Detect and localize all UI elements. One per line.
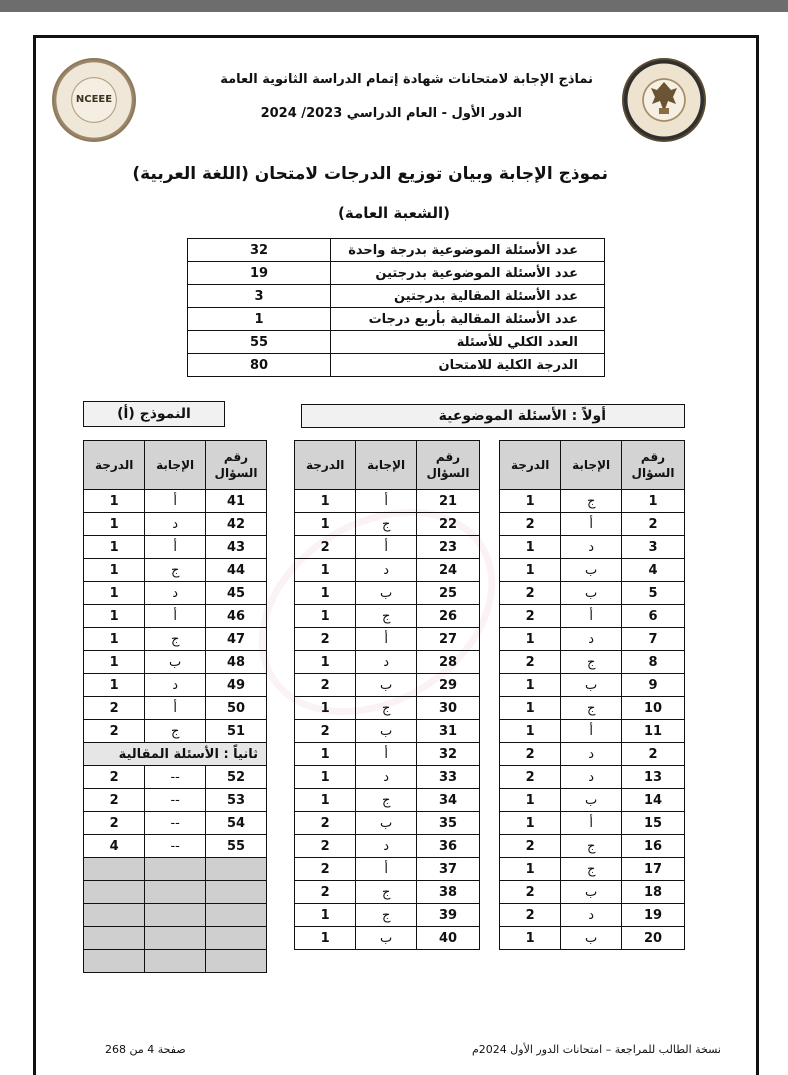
question-number-cell: 25 [417, 582, 480, 605]
answer-cell: أ [145, 536, 206, 559]
grade-cell: 1 [295, 743, 356, 766]
answer-header: الإجابة [356, 441, 417, 490]
question-number-cell: 38 [417, 881, 480, 904]
page-number: صفحة 4 من 268 [105, 1043, 186, 1056]
answer-header: الإجابة [145, 441, 206, 490]
answer-cell: ب [561, 674, 622, 697]
answer-cell: د [561, 628, 622, 651]
question-number-cell: 33 [417, 766, 480, 789]
question-number-cell: 37 [417, 858, 480, 881]
answer-cell: ج [356, 881, 417, 904]
question-number-cell: 46 [206, 605, 267, 628]
summary-value: 19 [188, 262, 331, 285]
empty-row [84, 904, 267, 927]
grade-cell: 1 [295, 789, 356, 812]
table-row [84, 559, 267, 582]
summary-row [188, 308, 605, 331]
table-row [295, 628, 480, 651]
grade-cell: 1 [500, 927, 561, 950]
summary-row [188, 262, 605, 285]
table-row [295, 766, 480, 789]
table-row [500, 881, 685, 904]
table-row [84, 490, 267, 513]
grade-cell: 1 [295, 766, 356, 789]
question-number-cell: 17 [622, 858, 685, 881]
answer-cell: ب [145, 651, 206, 674]
grade-cell: 2 [295, 858, 356, 881]
answer-cell: د [561, 536, 622, 559]
grade-cell: 1 [295, 582, 356, 605]
table-row [295, 881, 480, 904]
answer-cell: ج [561, 697, 622, 720]
question-number-cell: 29 [417, 674, 480, 697]
summary-value: 55 [188, 331, 331, 354]
question-number-cell: 30 [417, 697, 480, 720]
answer-cell: ج [356, 789, 417, 812]
question-number-cell: 9 [622, 674, 685, 697]
header-line-1: نماذج الإجابة لامتحانات شهادة إتمام الدراسة الثانوية العامة [220, 72, 593, 87]
answer-cell: أ [561, 513, 622, 536]
summary-label: عدد الأسئلة المقالية بأربع درجات [331, 308, 605, 331]
grade-cell: 1 [295, 605, 356, 628]
grade-cell: 2 [500, 904, 561, 927]
grade-cell: 1 [84, 559, 145, 582]
answer-cell: أ [145, 697, 206, 720]
question-number-cell: 3 [622, 536, 685, 559]
summary-row [188, 239, 605, 262]
table-row [84, 812, 267, 835]
grade-cell: 1 [500, 720, 561, 743]
table-row [84, 835, 267, 858]
question-number-cell: 2 [622, 513, 685, 536]
grade-cell: 1 [500, 697, 561, 720]
answers-table-3 [83, 440, 267, 973]
question-number-cell: 5 [622, 582, 685, 605]
table-row [295, 835, 480, 858]
question-number-cell: 1 [622, 490, 685, 513]
question-number-cell: 55 [206, 835, 267, 858]
answer-cell: -- [145, 835, 206, 858]
grade-cell: 1 [84, 605, 145, 628]
answer-cell: أ [145, 490, 206, 513]
answer-cell: -- [145, 789, 206, 812]
grade-cell: 2 [295, 536, 356, 559]
answers-table-2 [294, 440, 480, 950]
table-row [500, 697, 685, 720]
footer-note: نسخة الطالب للمراجعة – امتحانات الدور الأول 2024م [471, 1043, 721, 1056]
summary-row [188, 331, 605, 354]
grade-header: الدرجة [500, 441, 561, 490]
question-number-cell: 27 [417, 628, 480, 651]
section-objective-label: أولاً : الأسئلة الموضوعية [301, 404, 685, 428]
grade-cell: 2 [84, 812, 145, 835]
empty-row [84, 927, 267, 950]
table-row [500, 559, 685, 582]
table-row [295, 720, 480, 743]
empty-cell [145, 881, 206, 904]
grade-cell: 1 [84, 651, 145, 674]
table-row [295, 789, 480, 812]
section-essay-label: ثانياً : الأسئلة المقالية [84, 743, 267, 766]
answer-cell: ب [561, 559, 622, 582]
table-row [84, 582, 267, 605]
grade-cell: 1 [500, 812, 561, 835]
top-bar [0, 0, 788, 12]
table-row [500, 812, 685, 835]
answer-cell: ج [561, 858, 622, 881]
empty-cell [206, 858, 267, 881]
grade-cell: 1 [295, 927, 356, 950]
summary-label: عدد الأسئلة الموضوعية بدرجة واحدة [331, 239, 605, 262]
summary-value: 32 [188, 239, 331, 262]
answer-cell: ب [561, 927, 622, 950]
question-number-cell: 48 [206, 651, 267, 674]
answer-cell: ب [561, 582, 622, 605]
grade-cell: 2 [295, 720, 356, 743]
table-row [295, 743, 480, 766]
grade-cell: 1 [84, 513, 145, 536]
table-row [500, 720, 685, 743]
grade-cell: 1 [84, 536, 145, 559]
grade-cell: 2 [84, 720, 145, 743]
question-number-cell: 45 [206, 582, 267, 605]
empty-cell [84, 858, 145, 881]
grade-cell: 4 [84, 835, 145, 858]
question-number-cell: 16 [622, 835, 685, 858]
answer-cell: ج [561, 490, 622, 513]
table-row [500, 789, 685, 812]
table-row [295, 582, 480, 605]
empty-cell [84, 904, 145, 927]
table-row [500, 490, 685, 513]
table-row [84, 720, 267, 743]
answer-cell: ب [561, 881, 622, 904]
grade-cell: 1 [84, 582, 145, 605]
table-row [500, 835, 685, 858]
table-row [295, 927, 480, 950]
answer-cell: ب [356, 720, 417, 743]
question-number-cell: 31 [417, 720, 480, 743]
answer-cell: أ [356, 536, 417, 559]
answer-cell: ج [145, 559, 206, 582]
table-row [295, 858, 480, 881]
answer-cell: د [356, 835, 417, 858]
summary-value: 3 [188, 285, 331, 308]
question-number-cell: 8 [622, 651, 685, 674]
table-row [84, 766, 267, 789]
answer-cell: ب [356, 812, 417, 835]
question-number-cell: 53 [206, 789, 267, 812]
question-number-cell: 39 [417, 904, 480, 927]
grade-cell: 1 [295, 490, 356, 513]
empty-cell [206, 950, 267, 973]
header-line-2: الدور الأول - العام الدراسي 2023/ 2024 [260, 106, 522, 121]
table-row [295, 904, 480, 927]
question-number-cell: 54 [206, 812, 267, 835]
empty-row [84, 881, 267, 904]
answer-cell: د [356, 559, 417, 582]
table-row [84, 536, 267, 559]
grade-header: الدرجة [295, 441, 356, 490]
question-number-cell: 41 [206, 490, 267, 513]
answer-cell: أ [145, 605, 206, 628]
grade-cell: 2 [295, 812, 356, 835]
grade-cell: 2 [295, 628, 356, 651]
answer-cell: ب [561, 789, 622, 812]
table-row [500, 743, 685, 766]
question-number-header: رقم السؤال [417, 441, 480, 490]
answer-cell: أ [356, 858, 417, 881]
page-title: نموذج الإجابة وبيان توزيع الدرجات لامتحان (اللغة العربية) [132, 164, 608, 184]
grade-cell: 1 [84, 674, 145, 697]
table-row [84, 628, 267, 651]
question-number-cell: 51 [206, 720, 267, 743]
answer-cell: -- [145, 766, 206, 789]
grade-cell: 1 [500, 674, 561, 697]
table-row [500, 927, 685, 950]
answer-cell: -- [145, 812, 206, 835]
grade-cell: 1 [500, 559, 561, 582]
grade-cell: 1 [500, 490, 561, 513]
question-number-cell: 7 [622, 628, 685, 651]
table-row [84, 605, 267, 628]
table-row [500, 605, 685, 628]
essay-section-row [84, 743, 267, 766]
question-number-cell: 49 [206, 674, 267, 697]
question-number-cell: 21 [417, 490, 480, 513]
answer-cell: ب [356, 927, 417, 950]
grade-cell: 1 [295, 904, 356, 927]
question-number-cell: 40 [417, 927, 480, 950]
question-number-cell: 18 [622, 881, 685, 904]
table-row [500, 674, 685, 697]
grade-cell: 1 [295, 513, 356, 536]
summary-table [187, 238, 605, 377]
answer-cell: ج [356, 513, 417, 536]
empty-cell [206, 927, 267, 950]
question-number-cell: 42 [206, 513, 267, 536]
grade-cell: 1 [84, 490, 145, 513]
grade-cell: 2 [84, 789, 145, 812]
empty-cell [145, 904, 206, 927]
table-row [500, 513, 685, 536]
question-number-header: رقم السؤال [206, 441, 267, 490]
answers-table-1 [499, 440, 685, 950]
empty-cell [206, 881, 267, 904]
table-row [500, 582, 685, 605]
answer-cell: د [561, 904, 622, 927]
grade-cell: 2 [500, 766, 561, 789]
empty-cell [84, 950, 145, 973]
answer-cell: ج [145, 628, 206, 651]
question-number-cell: 14 [622, 789, 685, 812]
nceee-logo [52, 58, 136, 142]
summary-label: عدد الأسئلة الموضوعية بدرجتين [331, 262, 605, 285]
summary-value: 80 [188, 354, 331, 377]
grade-header: الدرجة [84, 441, 145, 490]
answer-cell: ج [561, 651, 622, 674]
answer-cell: ج [356, 605, 417, 628]
grade-cell: 1 [295, 651, 356, 674]
summary-row [188, 354, 605, 377]
answer-cell: د [561, 743, 622, 766]
table-row [295, 812, 480, 835]
summary-value: 1 [188, 308, 331, 331]
summary-label: العدد الكلي للأسئلة [331, 331, 605, 354]
table-row [295, 697, 480, 720]
answer-cell: ج [561, 835, 622, 858]
eagle-emblem-icon [624, 60, 704, 140]
answer-cell: ب [356, 582, 417, 605]
table-row [84, 674, 267, 697]
question-number-cell: 4 [622, 559, 685, 582]
question-number-cell: 22 [417, 513, 480, 536]
question-number-cell: 47 [206, 628, 267, 651]
table-row [84, 651, 267, 674]
empty-cell [84, 881, 145, 904]
table-row [500, 766, 685, 789]
question-number-cell: 10 [622, 697, 685, 720]
grade-cell: 2 [500, 743, 561, 766]
answer-cell: ج [356, 697, 417, 720]
answer-cell: أ [561, 720, 622, 743]
page-subtitle: (الشعبة العامة) [338, 204, 450, 222]
question-number-cell: 26 [417, 605, 480, 628]
empty-cell [145, 927, 206, 950]
question-number-cell: 6 [622, 605, 685, 628]
grade-cell: 2 [500, 582, 561, 605]
empty-row [84, 858, 267, 881]
question-number-cell: 13 [622, 766, 685, 789]
empty-cell [84, 927, 145, 950]
table-row [295, 605, 480, 628]
answer-cell: ج [145, 720, 206, 743]
empty-row [84, 950, 267, 973]
grade-cell: 1 [500, 628, 561, 651]
question-number-cell: 28 [417, 651, 480, 674]
table-row [295, 536, 480, 559]
grade-cell: 2 [295, 881, 356, 904]
grade-cell: 2 [295, 835, 356, 858]
table-row [84, 789, 267, 812]
question-number-cell: 11 [622, 720, 685, 743]
grade-cell: 2 [500, 881, 561, 904]
question-number-cell: 24 [417, 559, 480, 582]
empty-cell [145, 950, 206, 973]
summary-row [188, 285, 605, 308]
question-number-cell: 44 [206, 559, 267, 582]
answer-cell: أ [561, 605, 622, 628]
table-row [500, 904, 685, 927]
question-number-cell: 34 [417, 789, 480, 812]
question-number-cell: 2 [622, 743, 685, 766]
summary-label: الدرجة الكلية للامتحان [331, 354, 605, 377]
grade-cell: 2 [500, 651, 561, 674]
empty-cell [206, 904, 267, 927]
answer-header: الإجابة [561, 441, 622, 490]
summary-label: عدد الأسئلة المقالية بدرجتين [331, 285, 605, 308]
table-row [500, 858, 685, 881]
model-label: النموذج (أ) [83, 401, 225, 427]
answer-cell: أ [356, 628, 417, 651]
table-row [500, 628, 685, 651]
ministry-logo [622, 58, 706, 142]
question-number-cell: 19 [622, 904, 685, 927]
answer-cell: أ [356, 490, 417, 513]
answer-cell: ب [356, 674, 417, 697]
answer-cell: أ [561, 812, 622, 835]
grade-cell: 2 [84, 697, 145, 720]
table-row [295, 490, 480, 513]
question-number-cell: 52 [206, 766, 267, 789]
question-number-header: رقم السؤال [622, 441, 685, 490]
answer-cell: د [561, 766, 622, 789]
question-number-cell: 43 [206, 536, 267, 559]
grade-cell: 1 [500, 789, 561, 812]
answer-cell: ج [356, 904, 417, 927]
question-number-cell: 32 [417, 743, 480, 766]
answer-cell: أ [356, 743, 417, 766]
question-number-cell: 36 [417, 835, 480, 858]
grade-cell: 1 [500, 858, 561, 881]
question-number-cell: 15 [622, 812, 685, 835]
question-number-cell: 23 [417, 536, 480, 559]
table-row [84, 513, 267, 536]
answer-cell: د [145, 582, 206, 605]
grade-cell: 1 [500, 536, 561, 559]
grade-cell: 2 [500, 513, 561, 536]
question-number-cell: 35 [417, 812, 480, 835]
question-number-cell: 50 [206, 697, 267, 720]
table-row [295, 559, 480, 582]
grade-cell: 1 [84, 628, 145, 651]
table-row [500, 651, 685, 674]
answer-cell: د [145, 674, 206, 697]
table-row [295, 674, 480, 697]
table-row [500, 536, 685, 559]
answer-cell: د [145, 513, 206, 536]
grade-cell: 2 [500, 605, 561, 628]
grade-cell: 2 [84, 766, 145, 789]
question-number-cell: 20 [622, 927, 685, 950]
table-row [295, 513, 480, 536]
answer-cell: د [356, 766, 417, 789]
table-row [84, 697, 267, 720]
grade-cell: 1 [295, 559, 356, 582]
empty-cell [145, 858, 206, 881]
grade-cell: 2 [295, 674, 356, 697]
grade-cell: 2 [500, 835, 561, 858]
answer-cell: د [356, 651, 417, 674]
nceee-logo-text: NCEEE [75, 94, 113, 105]
table-row [295, 651, 480, 674]
grade-cell: 1 [295, 697, 356, 720]
